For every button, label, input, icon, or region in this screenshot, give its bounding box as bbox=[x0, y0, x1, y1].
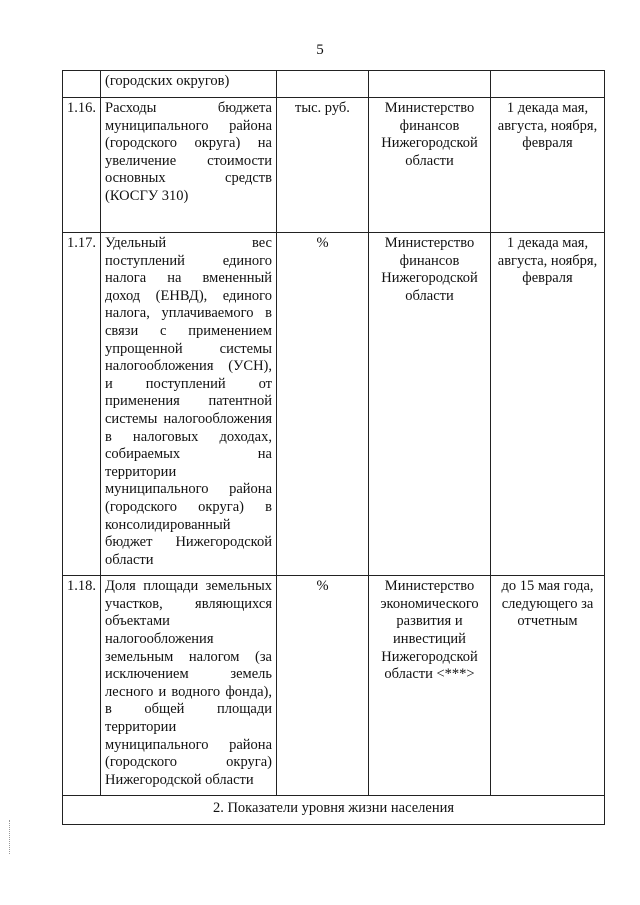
responsible-cell: Министерство финансов Нижегородской области bbox=[369, 233, 491, 576]
indicators-table bbox=[62, 70, 605, 825]
row-number: 1.17. bbox=[63, 233, 101, 576]
scan-margin-mark bbox=[9, 820, 11, 854]
term-cell: 1 декада мая, августа, ноября, февраля bbox=[491, 233, 605, 576]
section-title: 2. Показатели уровня жизни населения bbox=[63, 796, 605, 825]
table-row bbox=[63, 71, 605, 98]
row-number: 1.18. bbox=[63, 576, 101, 796]
term-cell: до 15 мая года, следующего за отчетным bbox=[491, 576, 605, 796]
indicator-description: (городских округов) bbox=[101, 71, 277, 98]
table-row bbox=[63, 233, 605, 576]
unit-cell: тыс. руб. bbox=[277, 98, 369, 233]
table-row bbox=[63, 576, 605, 796]
row-number bbox=[63, 71, 101, 98]
indicator-description: Расходы бюджета муниципального района (городского округа) на увеличение стоимости основных средств (КОСГУ 310) bbox=[101, 98, 277, 233]
table-row bbox=[63, 98, 605, 233]
page-number: 5 bbox=[316, 42, 324, 58]
responsible-cell: Министерство экономического развития и инвестиций Нижегородской области <***> bbox=[369, 576, 491, 796]
row-number: 1.16. bbox=[63, 98, 101, 233]
unit-cell: % bbox=[277, 233, 369, 576]
section-row bbox=[63, 796, 605, 825]
responsible-cell: Министерство финансов Нижегородской области bbox=[369, 98, 491, 233]
indicator-description: Доля площади земельных участков, являющихся объектами налогообложения земельным налогом (за исключением земель лесного и водного фонда), в общей площади территории муниципального района (городского округа) Нижегородской области bbox=[101, 576, 277, 796]
indicator-description: Удельный вес поступлений единого налога на вмененный доход (ЕНВД), единого налога, уплачиваемого в связи с применением упрощенной системы налогообложения (УСН), и поступлений от применения патентной системы налогообложения в налоговых доходах, собираемых на территории муниципального района (городского округа) в консолидированный бюджет Нижегородской области bbox=[101, 233, 277, 576]
unit-cell bbox=[277, 71, 369, 98]
term-cell bbox=[491, 71, 605, 98]
unit-cell: % bbox=[277, 576, 369, 796]
responsible-cell bbox=[369, 71, 491, 98]
term-cell: 1 декада мая, августа, ноября, февраля bbox=[491, 98, 605, 233]
